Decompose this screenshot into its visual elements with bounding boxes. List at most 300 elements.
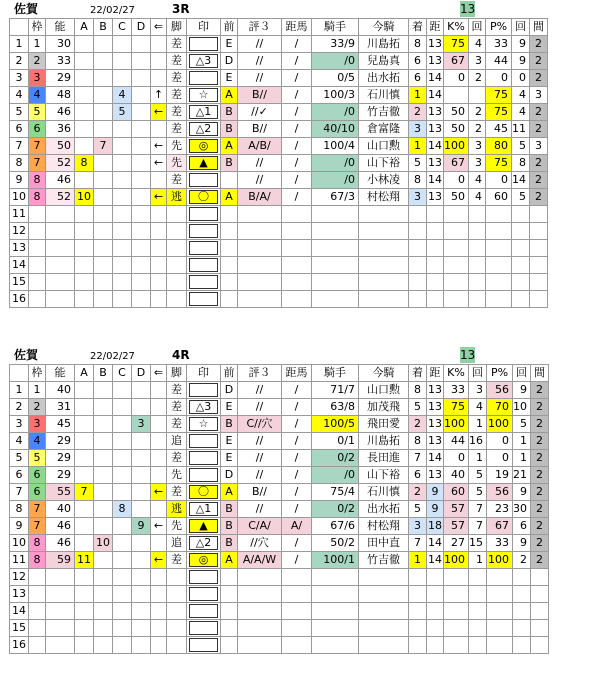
count-1: 3 xyxy=(469,53,486,70)
rank-c xyxy=(113,569,132,586)
count-2: 1 xyxy=(513,433,531,450)
mark-box xyxy=(187,121,221,138)
distance xyxy=(427,586,444,603)
interval: 2 xyxy=(531,433,549,450)
k-percent xyxy=(444,223,469,240)
mark-input[interactable] xyxy=(189,37,218,51)
evaluation: // xyxy=(238,501,282,518)
movement-arrow xyxy=(151,569,167,586)
mark-input[interactable] xyxy=(189,434,218,448)
rank-c xyxy=(113,223,132,240)
evaluation xyxy=(238,603,282,620)
distance: 13 xyxy=(427,121,444,138)
rank-c xyxy=(113,121,132,138)
row-number: 15 xyxy=(10,620,29,637)
movement-arrow xyxy=(151,450,167,467)
rank-d xyxy=(132,104,151,121)
waku-number: 5 xyxy=(29,450,46,467)
distance-horse: / xyxy=(282,416,312,433)
empty-row xyxy=(10,274,548,291)
finish xyxy=(409,291,427,308)
empty-row xyxy=(10,586,549,603)
interval: 2 xyxy=(530,53,548,70)
rank-a xyxy=(75,70,94,87)
running-style: 逃 xyxy=(167,189,187,206)
current-jockey: 小林凌 xyxy=(359,172,409,189)
evaluation: //✓ xyxy=(238,104,282,121)
finish xyxy=(409,637,427,654)
rank-d xyxy=(132,206,151,223)
distance: 14 xyxy=(427,70,444,87)
jockey-stats: 0/2 xyxy=(312,501,359,518)
rank-d xyxy=(132,569,151,586)
current-jockey: 兒島真 xyxy=(359,53,409,70)
current-jockey: 長田進 xyxy=(359,450,409,467)
evaluation: B// xyxy=(238,121,282,138)
mark-input[interactable]: ◎ xyxy=(189,139,218,153)
rank-b: 10 xyxy=(94,535,113,552)
movement-arrow xyxy=(151,501,167,518)
count-1: 2 xyxy=(469,121,486,138)
movement-arrow: ← xyxy=(151,552,167,569)
evaluation: // xyxy=(238,53,282,70)
rank-d xyxy=(132,586,151,603)
current-jockey xyxy=(359,257,409,274)
p-percent: 75 xyxy=(486,155,512,172)
front-grade xyxy=(221,223,238,240)
movement-arrow xyxy=(151,416,167,433)
waku-number xyxy=(29,603,46,620)
ability-score xyxy=(46,240,75,257)
mark-box xyxy=(187,87,221,104)
mark-input[interactable] xyxy=(189,587,218,601)
race-number: 4R xyxy=(172,348,190,362)
count-2 xyxy=(513,603,531,620)
jockey-stats xyxy=(312,291,359,308)
running-style: 差 xyxy=(167,484,187,501)
header-movement-arrow: ⇐ xyxy=(151,19,167,36)
mark-input[interactable]: △2 xyxy=(189,536,218,550)
movement-arrow xyxy=(151,382,167,399)
rank-c xyxy=(113,416,132,433)
header-finish: 着 xyxy=(409,19,427,36)
finish: 1 xyxy=(409,138,427,155)
rank-c xyxy=(113,535,132,552)
waku-number: 6 xyxy=(29,484,46,501)
rank-b xyxy=(94,552,113,569)
mark-box xyxy=(187,450,221,467)
current-jockey: 石川慎 xyxy=(359,484,409,501)
p-percent: 56 xyxy=(487,382,513,399)
mark-box xyxy=(187,240,221,257)
front-grade xyxy=(221,206,238,223)
evaluation: //穴 xyxy=(238,535,282,552)
running-style: 差 xyxy=(167,121,187,138)
header-p-percent: P% xyxy=(487,365,513,382)
distance: 13 xyxy=(427,433,444,450)
interval xyxy=(530,240,548,257)
jockey-stats: 33/9 xyxy=(312,36,359,53)
k-percent xyxy=(444,257,469,274)
jockey-stats: 50/2 xyxy=(312,535,359,552)
k-percent xyxy=(444,637,469,654)
evaluation: // xyxy=(238,433,282,450)
mark-box xyxy=(187,291,221,308)
rank-d xyxy=(132,189,151,206)
rank-c xyxy=(113,586,132,603)
finish xyxy=(409,620,427,637)
interval: 2 xyxy=(531,450,549,467)
rank-c xyxy=(113,274,132,291)
k-percent: 75 xyxy=(444,399,469,416)
distance-horse: / xyxy=(282,36,312,53)
running-style xyxy=(167,257,187,274)
rank-c xyxy=(113,240,132,257)
k-percent: 100 xyxy=(444,416,469,433)
rank-a xyxy=(75,399,94,416)
mark-input[interactable] xyxy=(189,604,218,618)
running-style xyxy=(167,223,187,240)
rank-d xyxy=(132,382,151,399)
mark-box xyxy=(187,189,221,206)
evaluation xyxy=(238,569,282,586)
waku-number: 2 xyxy=(29,399,46,416)
mark-input[interactable] xyxy=(189,451,218,465)
current-jockey: 山口勲 xyxy=(359,138,409,155)
distance: 13 xyxy=(427,53,444,70)
current-jockey: 竹吉徹 xyxy=(359,552,409,569)
row-number: 14 xyxy=(10,257,29,274)
mark-input[interactable]: ▲ xyxy=(189,519,218,533)
movement-arrow: ← xyxy=(151,189,167,206)
rank-d: 3 xyxy=(132,416,151,433)
front-grade: A xyxy=(221,552,238,569)
running-style: 差 xyxy=(167,104,187,121)
mark-input[interactable] xyxy=(189,383,218,397)
rank-d xyxy=(132,257,151,274)
venue-name: 佐賀 xyxy=(14,348,39,362)
count-1 xyxy=(469,586,487,603)
distance xyxy=(427,274,444,291)
rank-b xyxy=(94,569,113,586)
row-number: 2 xyxy=(10,53,29,70)
mark-input[interactable]: 〇 xyxy=(189,190,218,204)
k-percent xyxy=(444,87,469,104)
distance xyxy=(427,240,444,257)
rank-d xyxy=(132,138,151,155)
rank-a xyxy=(75,257,94,274)
distance-horse: A/ xyxy=(282,518,312,535)
mark-input[interactable] xyxy=(189,468,218,482)
distance: 13 xyxy=(427,467,444,484)
movement-arrow xyxy=(151,586,167,603)
distance-horse: / xyxy=(282,87,312,104)
jockey-stats xyxy=(312,569,359,586)
mark-input[interactable] xyxy=(189,207,218,221)
table-row xyxy=(10,518,549,535)
k-percent xyxy=(444,240,469,257)
table-row xyxy=(10,189,548,206)
rank-c: 5 xyxy=(113,104,132,121)
current-jockey xyxy=(359,274,409,291)
evaluation: // xyxy=(238,155,282,172)
rank-b xyxy=(94,603,113,620)
mark-input[interactable] xyxy=(189,570,218,584)
front-grade: B xyxy=(221,155,238,172)
interval xyxy=(531,620,549,637)
rank-a xyxy=(75,121,94,138)
distance: 14 xyxy=(427,552,444,569)
rank-a xyxy=(75,240,94,257)
mark-box xyxy=(187,467,221,484)
p-percent xyxy=(486,257,512,274)
table-row xyxy=(10,399,549,416)
race-number: 3R xyxy=(172,2,190,16)
mark-input[interactable]: ▲ xyxy=(189,156,218,170)
finish: 8 xyxy=(409,36,427,53)
row-number: 16 xyxy=(10,291,29,308)
finish: 2 xyxy=(409,484,427,501)
current-jockey: 飛田愛 xyxy=(359,416,409,433)
ability-score: 30 xyxy=(46,36,75,53)
mark-box xyxy=(187,223,221,240)
front-grade: E xyxy=(221,70,238,87)
ability-score xyxy=(46,637,75,654)
finish: 8 xyxy=(409,433,427,450)
rank-d xyxy=(132,484,151,501)
rank-d xyxy=(132,620,151,637)
rank-c: 4 xyxy=(113,87,132,104)
ability-score xyxy=(46,291,75,308)
empty-row xyxy=(10,257,548,274)
interval xyxy=(531,637,549,654)
mark-input[interactable] xyxy=(189,258,218,272)
header-running-style: 脚 xyxy=(167,365,187,382)
current-jockey: 加茂飛 xyxy=(359,399,409,416)
rank-c xyxy=(113,70,132,87)
ability-score: 52 xyxy=(46,155,75,172)
rank-a: 8 xyxy=(75,155,94,172)
count-2 xyxy=(512,206,530,223)
waku-number xyxy=(29,569,46,586)
current-jockey: 倉富隆 xyxy=(359,121,409,138)
interval: 2 xyxy=(531,382,549,399)
mark-input[interactable] xyxy=(189,292,218,306)
row-number: 8 xyxy=(10,155,29,172)
table-row xyxy=(10,535,549,552)
movement-arrow xyxy=(151,70,167,87)
ability-score: 52 xyxy=(46,189,75,206)
evaluation: // xyxy=(238,382,282,399)
header-k-percent: K% xyxy=(444,19,469,36)
jockey-stats xyxy=(312,637,359,654)
empty-row xyxy=(10,637,549,654)
distance-horse xyxy=(282,620,312,637)
mark-input[interactable] xyxy=(189,241,218,255)
p-percent xyxy=(486,291,512,308)
count-2: 14 xyxy=(512,172,530,189)
running-style: 差 xyxy=(167,36,187,53)
current-jockey: 出水拓 xyxy=(359,70,409,87)
waku-number: 1 xyxy=(29,382,46,399)
evaluation: B/A/ xyxy=(238,189,282,206)
p-percent xyxy=(486,206,512,223)
count-2: 10 xyxy=(513,399,531,416)
k-percent: 40 xyxy=(444,467,469,484)
distance-horse xyxy=(282,637,312,654)
movement-arrow xyxy=(151,172,167,189)
interval: 2 xyxy=(530,189,548,206)
jockey-stats xyxy=(312,603,359,620)
front-grade: A xyxy=(221,484,238,501)
movement-arrow: ← xyxy=(151,484,167,501)
running-style: 差 xyxy=(167,399,187,416)
current-jockey xyxy=(359,291,409,308)
front-grade: B xyxy=(221,501,238,518)
mark-input[interactable] xyxy=(189,621,218,635)
mark-input[interactable]: △2 xyxy=(189,122,218,136)
p-percent: 45 xyxy=(486,121,512,138)
header-p-percent: P% xyxy=(486,19,512,36)
waku-number: 4 xyxy=(29,87,46,104)
mark-input[interactable]: △3 xyxy=(189,400,218,414)
evaluation xyxy=(238,206,282,223)
rank-d xyxy=(132,637,151,654)
current-jockey: 田中直 xyxy=(359,535,409,552)
current-jockey: 竹吉徹 xyxy=(359,104,409,121)
running-style: 追 xyxy=(167,433,187,450)
p-percent: 75 xyxy=(486,104,512,121)
mark-box xyxy=(187,206,221,223)
finish: 6 xyxy=(409,53,427,70)
mark-input[interactable]: ☆ xyxy=(189,88,218,102)
count-2 xyxy=(512,257,530,274)
rank-b xyxy=(94,467,113,484)
count-1 xyxy=(469,240,486,257)
count-1: 7 xyxy=(469,501,487,518)
evaluation xyxy=(238,637,282,654)
row-number: 7 xyxy=(10,484,29,501)
column-header-row xyxy=(10,365,549,382)
running-style: 差 xyxy=(167,172,187,189)
p-percent: 70 xyxy=(487,399,513,416)
k-percent xyxy=(444,291,469,308)
waku-number: 6 xyxy=(29,121,46,138)
mark-input[interactable]: △1 xyxy=(189,502,218,516)
current-jockey xyxy=(359,569,409,586)
interval: 2 xyxy=(531,484,549,501)
finish: 1 xyxy=(409,87,427,104)
front-grade xyxy=(221,172,238,189)
current-jockey: 村松翔 xyxy=(359,189,409,206)
waku-number: 7 xyxy=(29,501,46,518)
mark-input[interactable] xyxy=(189,224,218,238)
current-jockey: 川島拓 xyxy=(359,36,409,53)
mark-input[interactable]: ◎ xyxy=(189,553,218,567)
running-style xyxy=(167,240,187,257)
front-grade xyxy=(221,240,238,257)
rank-c: 8 xyxy=(113,501,132,518)
finish: 8 xyxy=(409,382,427,399)
running-style: 差 xyxy=(167,53,187,70)
mark-input[interactable]: ☆ xyxy=(189,417,218,431)
mark-box xyxy=(187,586,221,603)
header-mark-box: 印 xyxy=(187,365,221,382)
mark-input[interactable] xyxy=(189,275,218,289)
mark-input[interactable]: △3 xyxy=(189,54,218,68)
current-jockey xyxy=(359,223,409,240)
finish: 7 xyxy=(409,535,427,552)
count-1 xyxy=(469,620,487,637)
rank-d xyxy=(132,121,151,138)
waku-number: 7 xyxy=(29,518,46,535)
mark-input[interactable]: 〇 xyxy=(189,485,218,499)
row-number: 12 xyxy=(10,223,29,240)
ability-score: 29 xyxy=(46,70,75,87)
row-number: 6 xyxy=(10,121,29,138)
distance xyxy=(427,637,444,654)
rank-b xyxy=(94,70,113,87)
jockey-stats: /0 xyxy=(312,467,359,484)
k-percent: 75 xyxy=(444,36,469,53)
evaluation: A/A/W xyxy=(238,552,282,569)
ability-score xyxy=(46,620,75,637)
header-running-style: 脚 xyxy=(167,19,187,36)
mark-input[interactable] xyxy=(189,173,218,187)
count-1: 5 xyxy=(469,484,487,501)
finish: 5 xyxy=(409,399,427,416)
evaluation: C//穴 xyxy=(238,416,282,433)
evaluation: // xyxy=(238,399,282,416)
movement-arrow xyxy=(151,223,167,240)
distance-horse xyxy=(282,603,312,620)
front-grade: B xyxy=(221,121,238,138)
mark-input[interactable]: △1 xyxy=(189,105,218,119)
header-mark-box: 印 xyxy=(187,19,221,36)
waku-number xyxy=(29,586,46,603)
waku-number: 1 xyxy=(29,36,46,53)
row-number: 5 xyxy=(10,450,29,467)
movement-arrow: ← xyxy=(151,104,167,121)
k-percent: 0 xyxy=(444,450,469,467)
movement-arrow xyxy=(151,637,167,654)
rank-a xyxy=(75,620,94,637)
k-percent xyxy=(444,586,469,603)
mark-input[interactable] xyxy=(189,71,218,85)
row-number: 9 xyxy=(10,518,29,535)
ability-score: 36 xyxy=(46,121,75,138)
interval: 2 xyxy=(531,552,549,569)
p-percent xyxy=(487,637,513,654)
row-number: 11 xyxy=(10,552,29,569)
mark-box xyxy=(187,535,221,552)
distance: 13 xyxy=(427,189,444,206)
rank-a xyxy=(75,535,94,552)
rank-a xyxy=(75,223,94,240)
running-style xyxy=(167,586,187,603)
header-front-grade: 前 xyxy=(221,19,238,36)
count-1: 16 xyxy=(469,433,487,450)
jockey-stats xyxy=(312,206,359,223)
rank-b xyxy=(94,637,113,654)
movement-arrow xyxy=(151,36,167,53)
row-number: 4 xyxy=(10,87,29,104)
rank-a xyxy=(75,416,94,433)
count-2 xyxy=(512,291,530,308)
mark-input[interactable] xyxy=(189,638,218,652)
header-rank-a: A xyxy=(75,365,94,382)
ability-score xyxy=(46,569,75,586)
